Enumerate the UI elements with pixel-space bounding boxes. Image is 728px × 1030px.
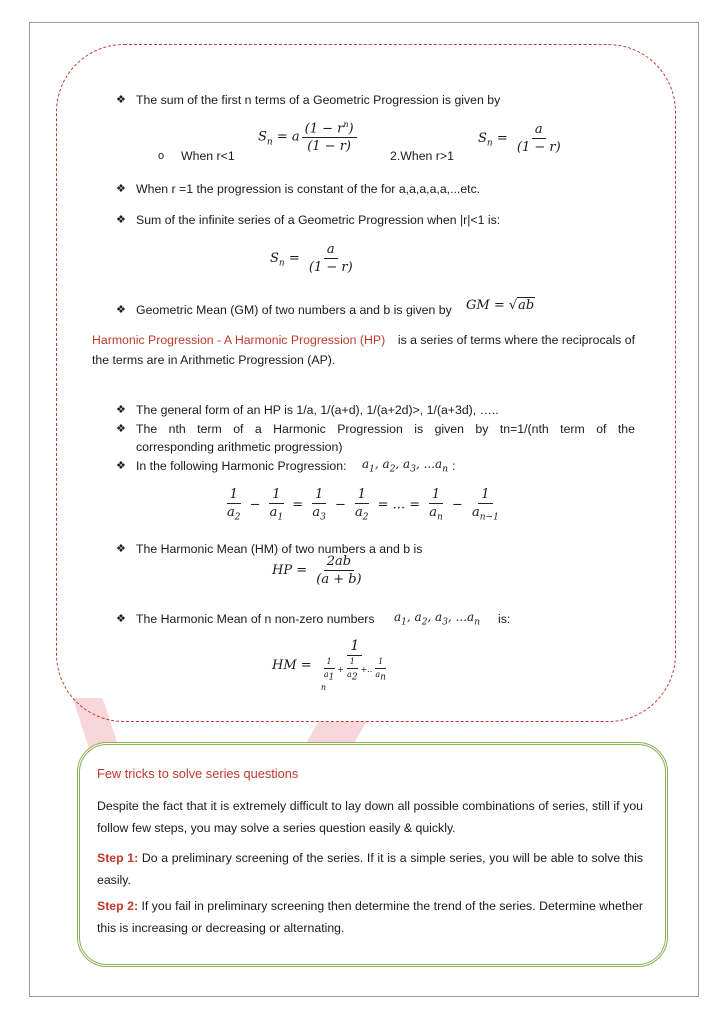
case-bullet: o bbox=[158, 150, 165, 162]
gp-sum-intro: The sum of the first n terms of a Geometric Progression is given by bbox=[136, 93, 501, 107]
hp-heading: Harmonic Progression - A Harmonic Progression (HP) bbox=[92, 333, 386, 347]
hp-following-end: : bbox=[452, 459, 456, 473]
formula-sn-r-less-1: $S_n = a$ $\frac{(1 - r^n)}{(1 - r)}$ bbox=[258, 120, 359, 154]
gp-geometric-mean: Geometric Mean (GM) of two numbers a and b is given by bbox=[136, 303, 452, 317]
formula-hm-n: HM = 1 $\frac{1}{a_1}$ + $\frac{1}{a_2}$ +.. $\frac{1}{a_n}$ n bbox=[272, 638, 386, 692]
step1-text: Do a preliminary screening of the series. If it is a simple series, you will be able to solve this easily. bbox=[97, 851, 644, 887]
step2-text: If you fail in preliminary screening then determine the trend of the series. Determine whether this is increasing or decreasing or alternating. bbox=[97, 899, 644, 935]
tricks-title: Few tricks to solve series questions bbox=[97, 766, 299, 781]
diamond-bullet-icon: ❖ bbox=[116, 304, 126, 316]
step1-label: Step 1: bbox=[97, 851, 139, 865]
formula-sn-r-greater-1: $S_n$ = $\frac{a}{(1 - r)}$ bbox=[478, 122, 561, 155]
formula-hp-sequence: $a_1$, $a_2$, $a_3$, $...a_n$ bbox=[362, 457, 448, 475]
tricks-box bbox=[77, 742, 668, 967]
case-r-less-1-label: When r<1 bbox=[181, 149, 235, 163]
diamond-bullet-icon: ❖ bbox=[116, 94, 126, 106]
formula-hp-two: HP = $\frac{2ab}{(a + b)}$ bbox=[272, 554, 362, 587]
hp-definition-line2: the terms are in Arithmetic Progression (AP). bbox=[92, 353, 336, 367]
diamond-bullet-icon: ❖ bbox=[116, 613, 126, 625]
hp-nth-term-line2: corresponding arithmetic progression) bbox=[136, 440, 343, 454]
tricks-step2 bbox=[97, 895, 643, 939]
diamond-bullet-icon: ❖ bbox=[116, 183, 126, 195]
diamond-bullet-icon: ❖ bbox=[116, 543, 126, 555]
gp-r-equals-one: When r =1 the progression is constant of the for a,a,a,a,a,...etc. bbox=[136, 182, 481, 196]
formula-geometric-mean: GM = √ab bbox=[466, 298, 535, 313]
formula-infinite-sum: $S_n$ = $\frac{a}{(1 - r)}$ bbox=[270, 242, 353, 275]
hp-definition-rest: is a series of terms where the reciprocals of bbox=[397, 333, 635, 347]
gp-infinite-sum: Sum of the infinite series of a Geometric Progression when |r|<1 is: bbox=[136, 213, 501, 227]
hp-definition-line1 bbox=[92, 332, 635, 349]
diamond-bullet-icon: ❖ bbox=[116, 214, 126, 226]
tricks-intro: Despite the fact that it is extremely difficult to lay down all possible combinations of series, still if you follow few steps, you may solve a series question easily & quickly. bbox=[97, 799, 643, 835]
formula-hp-differences: $\frac{1}{a_2}$ − $\frac{1}{a_1}$ = $\frac{1}{a_3}$ − $\frac{1}{a_2}$ = ... = $\frac{1}{a_n}$ − $\frac{1}{a_{n-1}}$ bbox=[227, 487, 499, 523]
hp-harmonic-mean-n-end: is: bbox=[498, 612, 511, 626]
hp-harmonic-mean-two: The Harmonic Mean (HM) of two numbers a and b is bbox=[136, 542, 423, 556]
diamond-bullet-icon: ❖ bbox=[116, 460, 126, 472]
case-r-greater-1-label: 2.When r>1 bbox=[390, 149, 454, 163]
diamond-bullet-icon: ❖ bbox=[116, 404, 126, 416]
tricks-step1 bbox=[97, 847, 643, 891]
hp-harmonic-mean-n: The Harmonic Mean of n non-zero numbers bbox=[136, 612, 375, 626]
hp-following: In the following Harmonic Progression: bbox=[136, 459, 347, 473]
step2-label: Step 2: bbox=[97, 899, 139, 913]
hp-general-form: The general form of an HP is 1/a, 1/(a+d), 1/(a+2d)>, 1/(a+3d), ….. bbox=[136, 403, 499, 417]
hp-nth-term-line1: The nth term of a Harmonic Progression is given by tn=1/(nth term of the bbox=[136, 422, 635, 436]
formula-hm-sequence: $a_1$, $a_2$, $a_3$, $...a_n$ bbox=[394, 610, 480, 628]
diamond-bullet-icon: ❖ bbox=[116, 423, 126, 435]
